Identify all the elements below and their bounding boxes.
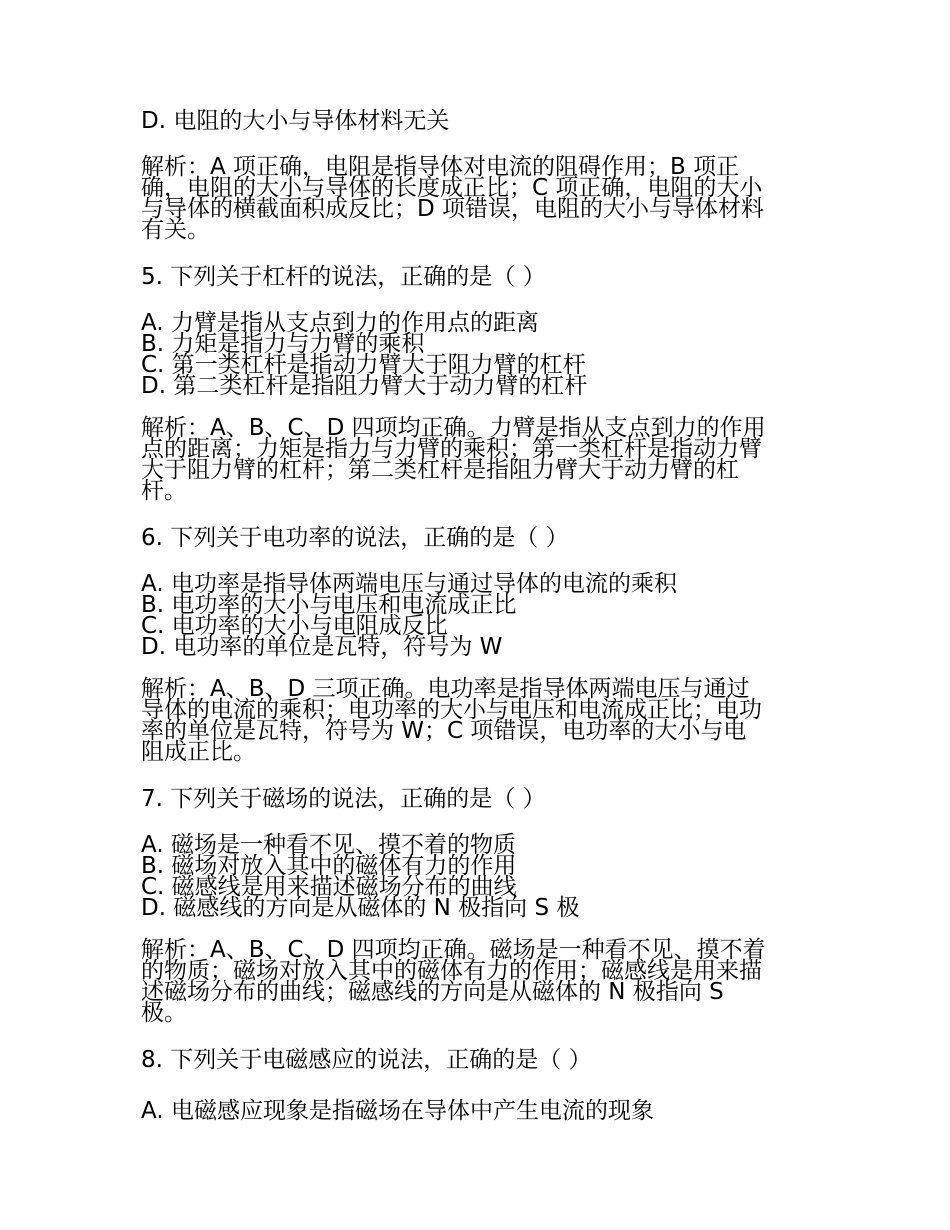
analysis-line: 的物质；磁场对放入其中的磁体有力的作用；磁感线是用来描: [141, 958, 762, 984]
analysis-line: 确，电阻的大小与导体的长度成正比；C 项正确，电阻的大小: [141, 175, 763, 201]
question-6: 6. 下列关于电功率的说法，正确的是（ ）: [141, 525, 569, 551]
options-7: [141, 832, 813, 921]
spacer: [141, 1075, 813, 1096]
analysis-block-5: [141, 415, 813, 504]
analysis-line: 解析：A、B、C、D 四项均正确。力臂是指从支点到力的作用: [141, 415, 766, 441]
option-b: B. 力矩是指力与力臂的乘积: [141, 331, 425, 357]
option-a: A. 电磁感应现象是指磁场在导体中产生电流的现象: [141, 1098, 654, 1124]
question-7: 7. 下列关于磁场的说法，正确的是（ ）: [141, 786, 546, 812]
analysis-line: 解析：A、B、D 三项正确。电功率是指导体两端电压与通过: [141, 676, 750, 702]
option-a: A. 电功率是指导体两端电压与通过导体的电流的乘积: [141, 571, 677, 597]
question-8: 8. 下列关于电磁感应的说法，正确的是（ ）: [141, 1047, 592, 1073]
options-6: [141, 571, 813, 660]
analysis-line: 有关。: [141, 217, 210, 243]
analysis-line: 与导体的横截面积成反比；D 项错误，电阻的大小与导体材料: [141, 196, 765, 222]
option-b: B. 磁场对放入其中的磁体有力的作用: [141, 853, 517, 879]
question-5: 5. 下列关于杠杆的说法，正确的是（ ）: [141, 264, 546, 290]
option-d: D. 第二类杠杆是指阻力臂大于动力臂的杠杆: [141, 373, 588, 399]
option-b: B. 电功率的大小与电压和电流成正比: [141, 592, 517, 618]
option-c: C. 磁感线是用来描述磁场分布的曲线: [141, 874, 517, 900]
analysis-line: 率的单位是瓦特，符号为 W；C 项错误，电功率的大小与电: [141, 718, 747, 744]
analysis-line: 大于阻力臂的杠杆；第二类杠杆是指阻力臂大于动力臂的杠: [141, 457, 739, 483]
document-content: [141, 106, 813, 1126]
analysis-line: 极。: [141, 1000, 187, 1026]
spacer: [141, 241, 813, 262]
spacer: [141, 1024, 813, 1045]
analysis-line: 述磁场分布的曲线；磁感线的方向是从磁体的 N 极指向 S: [141, 979, 724, 1005]
analysis-line: 杆。: [141, 478, 187, 504]
option-d: D. 电功率的单位是瓦特，符号为 W: [141, 634, 503, 660]
options-5: [141, 310, 813, 399]
option-d-previous: D. 电阻的大小与导体材料无关: [141, 108, 450, 134]
analysis-line: 导体的电流的乘积；电功率的大小与电压和电流成正比；电功: [141, 697, 762, 723]
spacer: [141, 763, 813, 784]
analysis-block-4: [141, 154, 813, 243]
option-d: D. 磁感线的方向是从磁体的 N 极指向 S 极: [141, 895, 580, 921]
analysis-block-7: [141, 937, 813, 1026]
option-a: A. 磁场是一种看不见、摸不着的物质: [141, 832, 516, 858]
option-c: C. 第一类杠杆是指动力臂大于阻力臂的杠杆: [141, 352, 586, 378]
spacer: [141, 502, 813, 523]
option-a: A. 力臂是指从支点到力的作用点的距离: [141, 310, 539, 336]
option-c: C. 电功率的大小与电阻成反比: [141, 613, 448, 639]
analysis-block-6: [141, 676, 813, 765]
analysis-line: 解析：A、B、C、D 四项均正确。磁场是一种看不见、摸不着: [141, 937, 766, 963]
analysis-line: 点的距离；力矩是指力与力臂的乘积；第一类杠杆是指动力臂: [141, 436, 762, 462]
analysis-line: 阻成正比。: [141, 739, 256, 765]
analysis-line: 解析：A 项正确，电阻是指导体对电流的阻碍作用；B 项正: [141, 154, 740, 180]
